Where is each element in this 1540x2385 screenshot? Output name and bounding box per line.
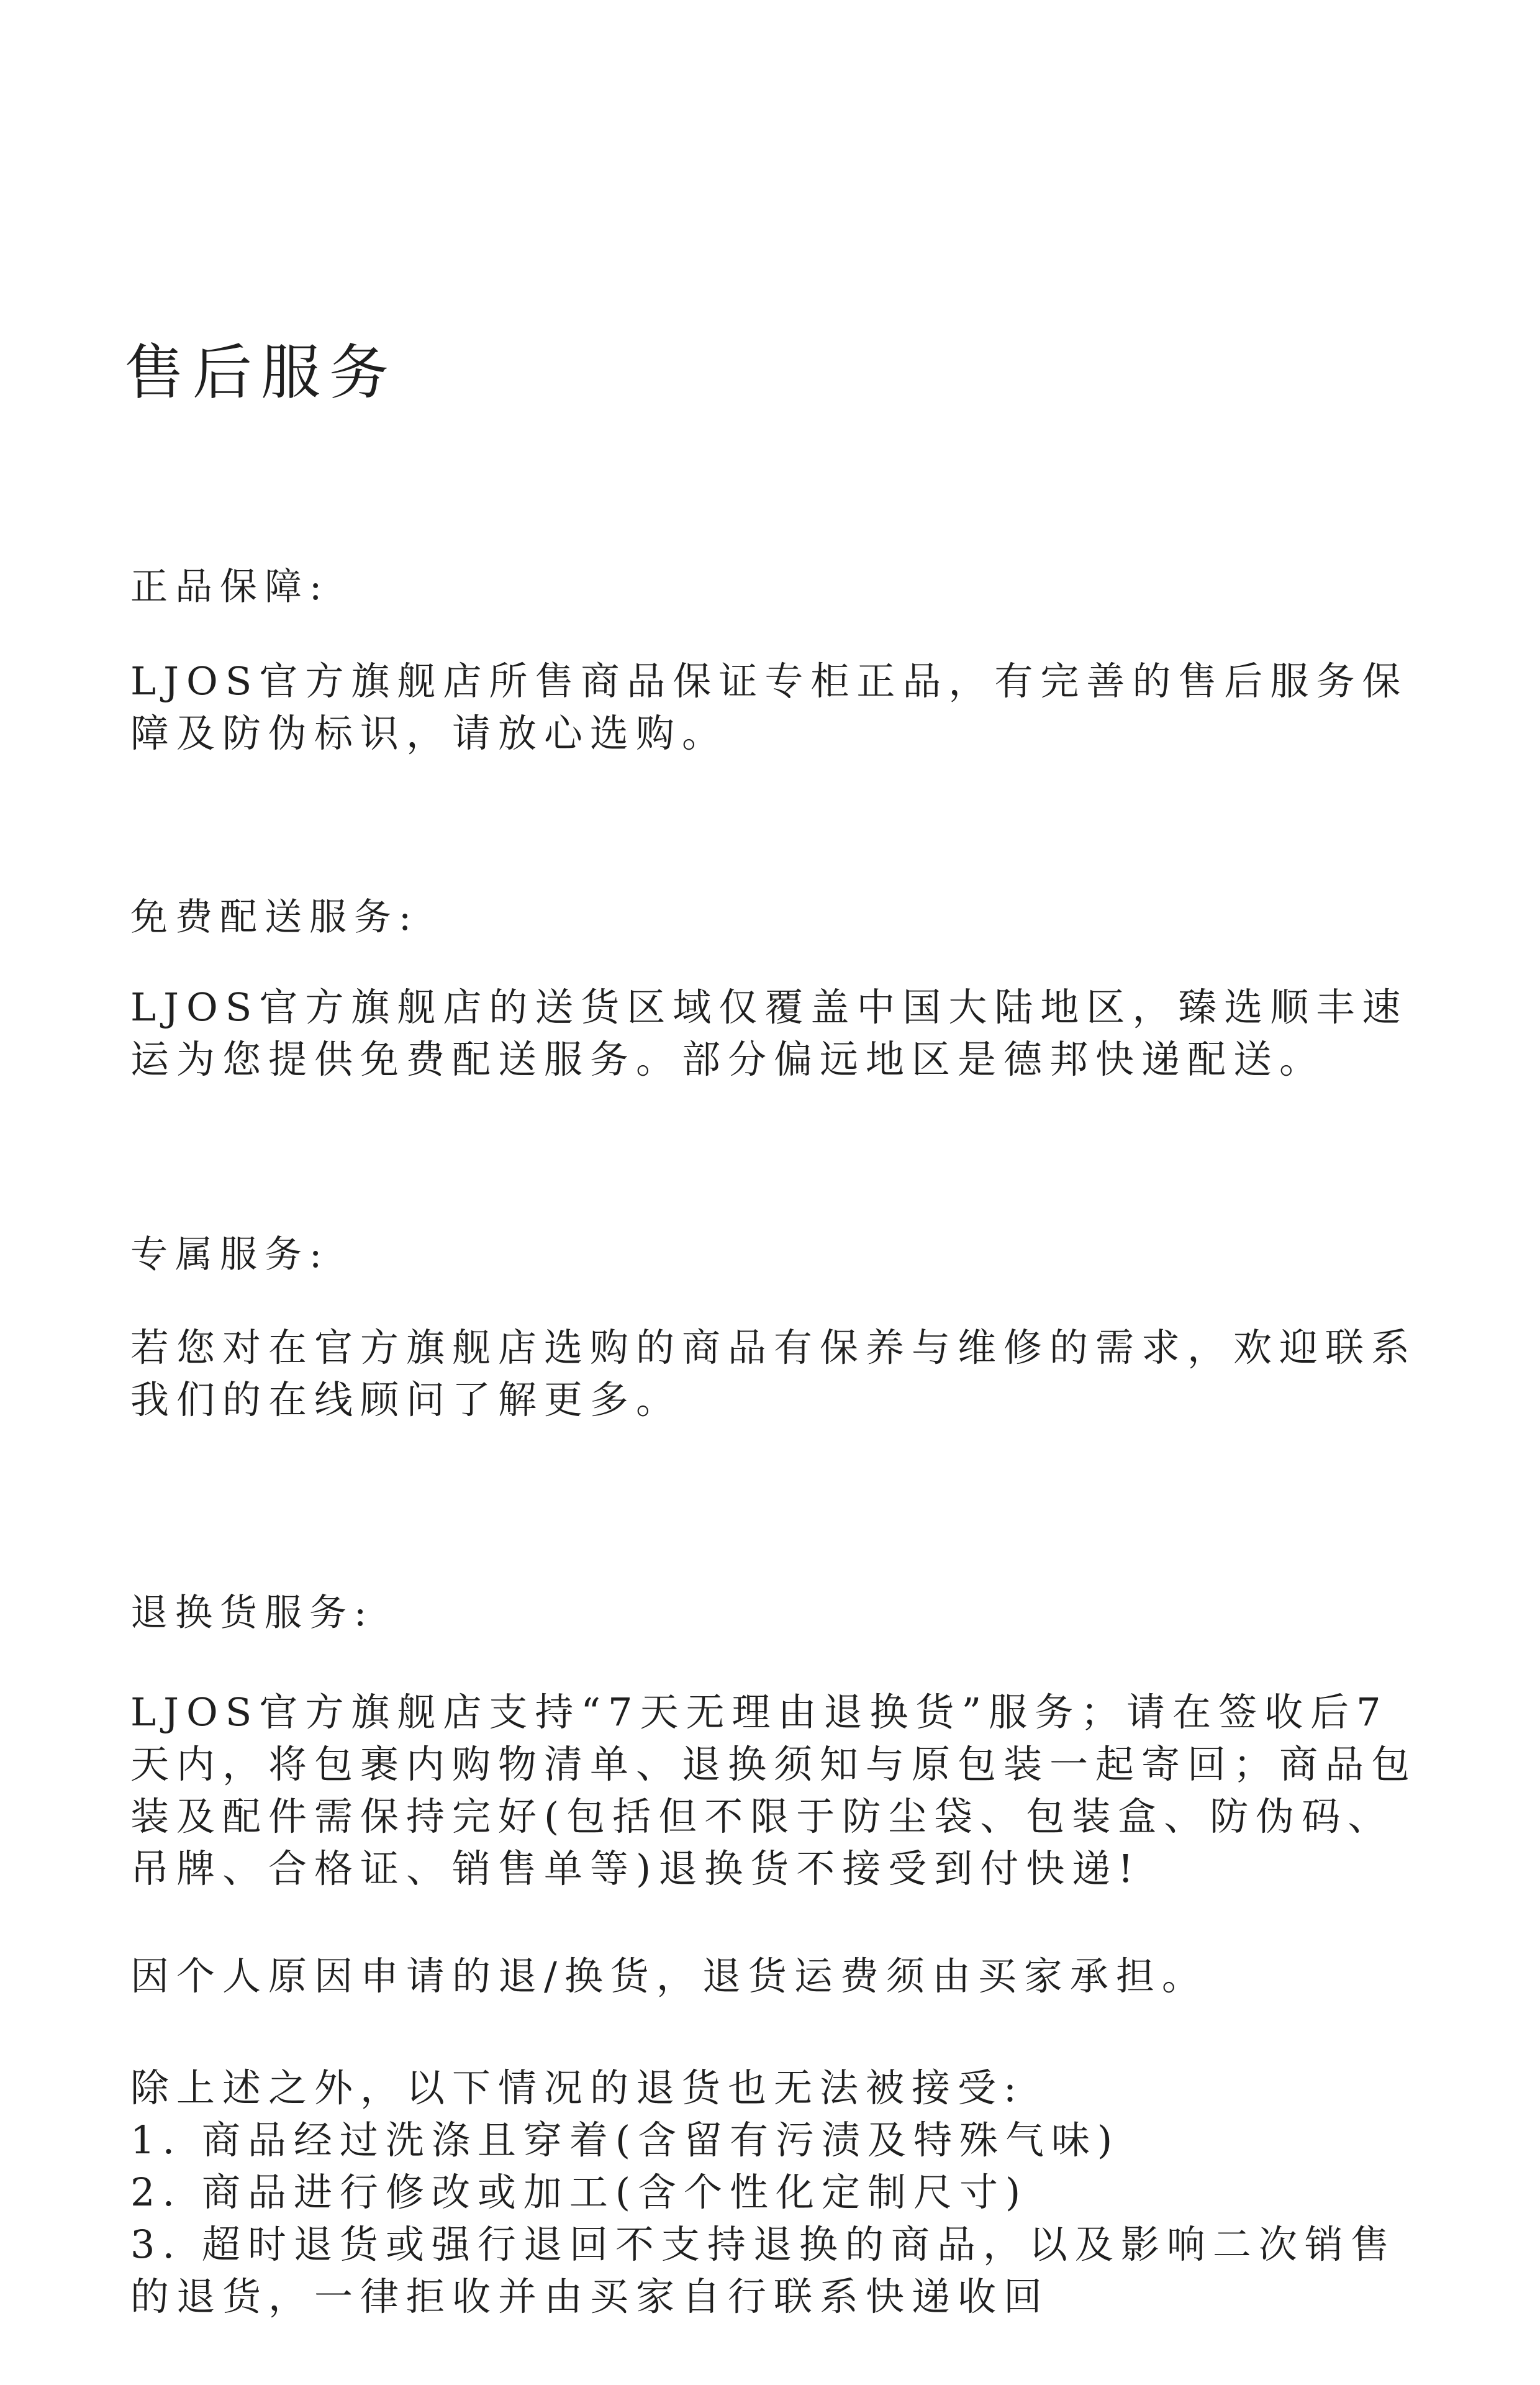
list-item: 3. 超时退货或强行退回不支持退换的商品，以及影响二次销售的退货，一律拒收并由买家自行联系快递收回 xyxy=(130,2222,1397,2319)
section-heading-authenticity: 正品保障: xyxy=(130,565,330,609)
list-item: 1. 商品经过洗涤且穿着(含留有污渍及特殊气味) xyxy=(130,2117,1120,2163)
section-body-free-delivery: LJOS官方旗舰店的送货区域仅覆盖中国大陆地区，臻选顺丰速运为您提供免费配送服务。部分偏远地区是德邦快递配送。 xyxy=(130,984,1408,1082)
section-body-authenticity: LJOS官方旗舰店所售商品保证专柜正品，有完善的售后服务保障及防伪标识，请放心选购。 xyxy=(130,658,1408,756)
section-body-exclusive-service: 若您对在官方旗舰店选购的商品有保养与维修的需求，欢迎联系我们的在线顾问了解更多。 xyxy=(130,1325,1418,1422)
returns-exclusions-intro: 除上述之外，以下情况的退货也无法被接受: xyxy=(130,2065,1024,2110)
section-heading-returns: 退换货服务: xyxy=(130,1591,374,1635)
section-heading-free-delivery: 免费配送服务: xyxy=(130,896,419,939)
returns-exclusions-list xyxy=(130,2114,1422,2323)
page-title: 售后服务 xyxy=(124,338,397,407)
returns-fee-note: 因个人原因申请的退/换货，退货运费须由买家承担。 xyxy=(130,1953,1208,1999)
section-body-returns: LJOS官方旗舰店支持“7天无理由退换货”服务；请在签收后7天内，将包裹内购物清单、退换须知与原包装一起寄回；商品包装及配件需保持完好(包括但不限于防尘袋、包装盒、防伪码、吊牌、合格证、销售单等)退换货不接受到付快递! xyxy=(130,1689,1418,1891)
section-heading-exclusive-service: 专属服务: xyxy=(130,1233,330,1276)
list-item: 2. 商品进行修改或加工(含个性化定制尺寸) xyxy=(130,2169,1028,2215)
